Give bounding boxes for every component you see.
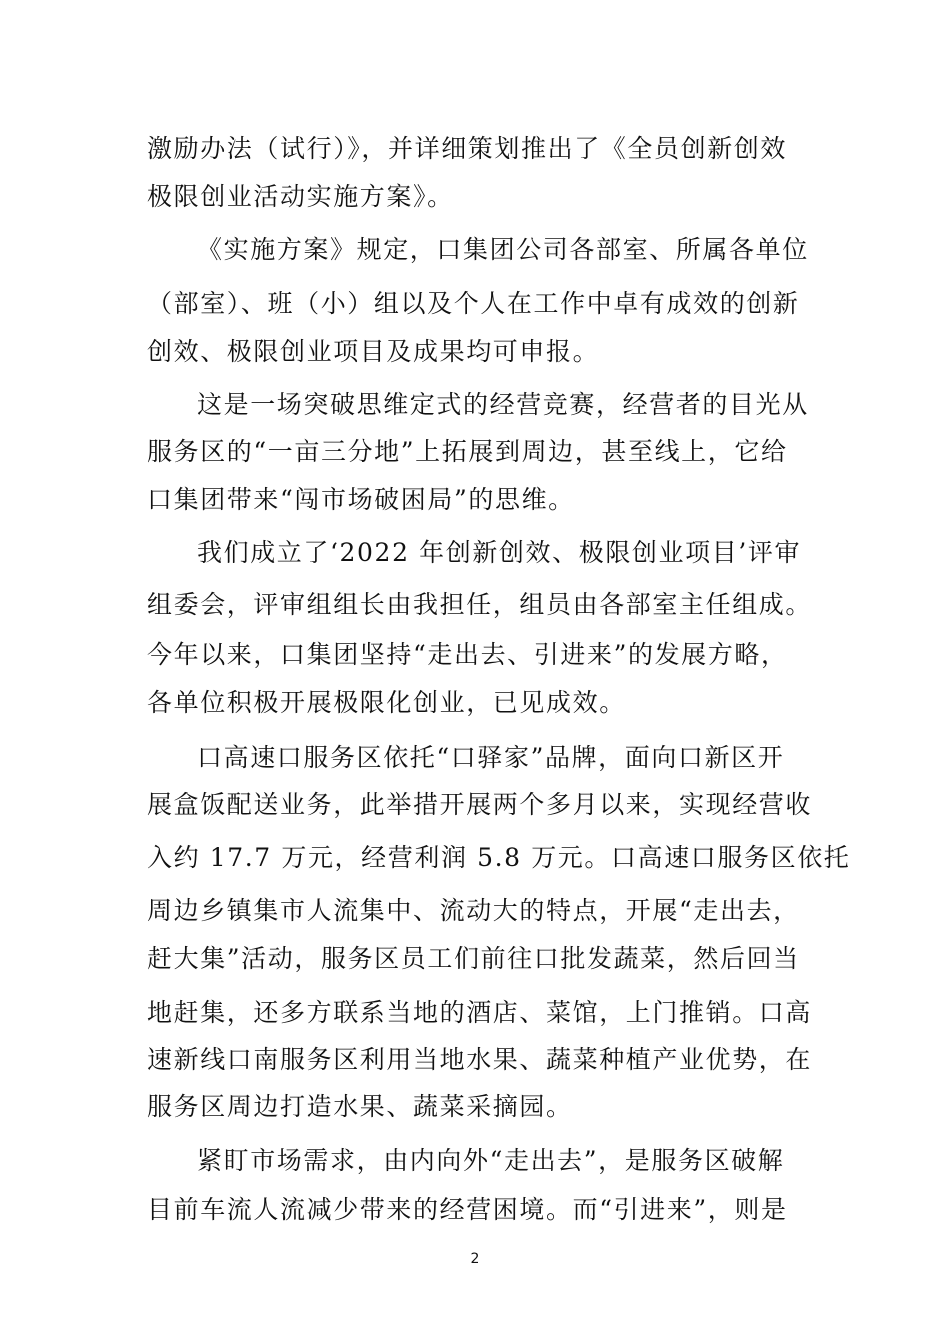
text-line: 创效、极限创业项目及成果均可申报。 — [147, 337, 600, 366]
text-line: 服务区的“一亩三分地”上拓展到周边，甚至线上，它给 — [147, 437, 788, 466]
page-number: 2 — [470, 1251, 480, 1267]
text-line: 入约 17.7 万元，经营利润 5.8 万元。口高速口服务区依托 — [147, 843, 851, 872]
text-line: 口集团带来“闯市场破困局”的思维。 — [147, 485, 575, 514]
text-line: 各单位积极开展极限化创业，已见成效。 — [147, 688, 626, 717]
text-line: 紧盯市场需求，由内向外“走出去”，是服务区破解 — [197, 1146, 785, 1175]
text-line: 这是一场突破思维定式的经营竞赛，经营者的目光从 — [197, 390, 809, 419]
text-line: 服务区周边打造水果、蔬菜采摘园。 — [147, 1092, 573, 1121]
text-line: 极限创业活动实施方案》。 — [147, 182, 454, 211]
text-line: 赶大集”活动，服务区员工们前往口批发蔬菜，然后回当 — [147, 944, 800, 973]
text-line: 速新线口南服务区利用当地水果、蔬菜种植产业优势，在 — [147, 1045, 813, 1074]
text-line: 我们成立了‘2022 年创新创效、极限创业项目’评审 — [197, 538, 802, 567]
text-line: 《实施方案》规定，口集团公司各部室、所属各单位 — [197, 235, 809, 264]
text-line: 周边乡镇集市人流集中、流动大的特点，开展“走出去， — [147, 896, 800, 925]
text-line: 地赶集，还多方联系当地的酒店、菜馆，上门推销。口高 — [147, 998, 813, 1027]
text-line: 口高速口服务区依托“口驿家”品牌，面向口新区开 — [197, 743, 785, 772]
text-line: 激励办法（试行）》，并详细策划推出了《全员创新创效 — [147, 134, 788, 163]
text-line: 组委会，评审组组长由我担任，组员由各部室主任组成。 — [147, 590, 813, 619]
text-line: 今年以来，口集团坚持“走出去、引进来”的发展方略， — [147, 640, 788, 669]
text-line: 展盒饭配送业务，此举措开展两个多月以来，实现经营收 — [147, 790, 813, 819]
text-line: 目前车流人流减少带来的经营困境。而“引进来”，则是 — [147, 1195, 788, 1224]
text-line: （部室）、班（小）组以及个人在工作中卓有成效的创新 — [147, 289, 800, 318]
